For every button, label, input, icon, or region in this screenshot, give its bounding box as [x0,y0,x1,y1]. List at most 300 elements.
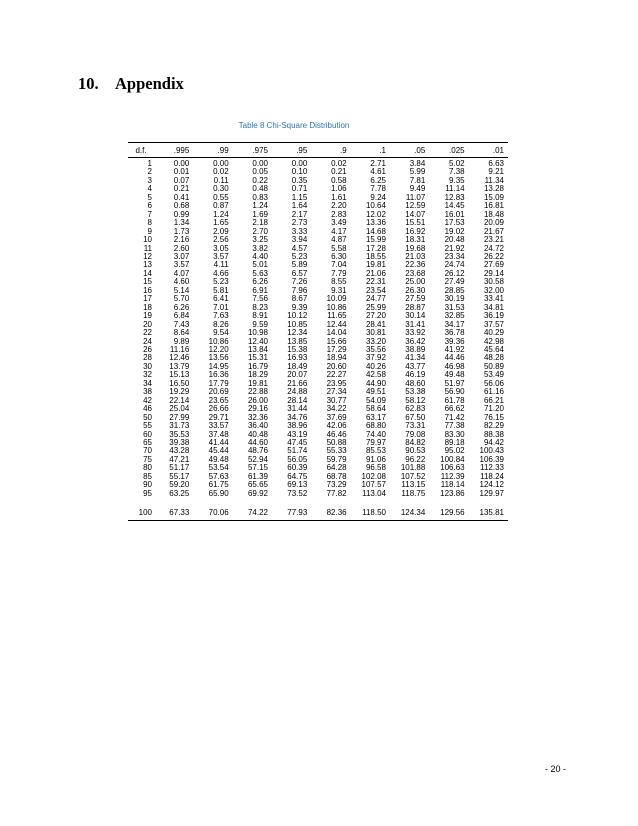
value-cell: 7.78 [370,184,386,194]
value-cell: 9.54 [213,328,229,338]
value-cell: 13.85 [287,336,308,346]
value-cell: 100.84 [440,454,465,464]
value-cell: 18.29 [247,370,268,380]
value-cell: 0.68 [173,201,190,211]
df-cell: 7 [147,209,152,219]
table-spacer-row [128,498,508,506]
value-cell: 77.38 [444,421,465,431]
value-cell: 34.81 [483,302,504,312]
value-cell: 18.94 [326,353,347,363]
value-cell: 13.36 [365,218,386,228]
df-cell: 18 [143,302,152,312]
value-cell: 3.33 [291,226,308,236]
value-cell: 5.58 [331,243,347,253]
value-cell: 21.67 [483,226,504,236]
value-cell: 57.15 [247,463,268,473]
value-cell: 21.66 [287,378,308,388]
value-cell: 36.42 [405,336,426,346]
value-cell: 19.81 [365,260,386,270]
df-cell: 22 [143,328,152,338]
value-cell: 18.55 [365,251,386,261]
value-cell: 46.46 [326,429,347,439]
value-cell: 123.86 [440,488,465,498]
df-cell: 16 [143,285,152,295]
value-cell: 3.57 [173,260,190,270]
value-cell: 0.07 [173,175,190,185]
value-cell: 0.01 [173,167,190,177]
value-cell: 60.39 [287,463,308,473]
value-cell: 90.53 [405,446,426,456]
df-cell: 9 [147,226,152,236]
value-cell: 37.69 [326,412,347,422]
value-cell: 44.46 [444,353,465,363]
value-cell: 17.53 [444,218,465,228]
value-cell: 2.56 [213,235,229,245]
value-cell: 15.99 [365,235,386,245]
value-cell: 7.81 [409,175,426,185]
value-cell: 0.55 [213,192,229,202]
value-cell: 48.28 [483,353,504,363]
value-cell: 16.50 [169,378,190,388]
value-cell: 7.26 [291,277,308,287]
value-cell: 66.21 [483,395,504,405]
value-cell: 22.27 [326,370,347,380]
column-header: .95 [272,143,311,158]
df-cell: 60 [143,429,152,439]
value-cell: 20.48 [444,235,465,245]
value-cell: 4.60 [173,277,190,287]
value-cell: 61.75 [208,480,229,490]
value-cell: 107.52 [400,471,426,481]
value-cell: 19.02 [444,226,465,236]
value-cell: 0.00 [173,159,190,168]
df-cell: 14 [143,268,152,278]
value-cell: 18.48 [483,209,504,219]
value-cell: 40.29 [483,328,504,338]
value-cell: 100.43 [479,446,504,456]
df-cell: 26 [143,344,152,354]
value-cell: 45.64 [483,344,504,354]
value-cell: 42.98 [483,336,504,346]
value-cell: 8.55 [331,277,347,287]
value-cell: 1.65 [213,218,229,228]
value-cell: 15.66 [326,336,347,346]
value-cell: 112.39 [440,471,465,481]
value-cell: 26.12 [444,268,465,278]
column-header: .995 [154,143,193,158]
value-cell: 91.06 [365,454,386,464]
value-cell: 35.56 [365,344,386,354]
value-cell: 33.41 [483,294,504,304]
value-cell: 22.31 [365,277,386,287]
value-cell: 5.70 [173,294,190,304]
spacer-cell [128,498,508,506]
column-header: .9 [311,143,350,158]
value-cell: 4.57 [291,243,308,253]
value-cell: 10.98 [247,328,268,338]
value-cell: 79.08 [405,429,426,439]
value-cell: 16.01 [444,209,465,219]
value-cell: 14.95 [208,361,229,371]
value-cell: 25.00 [405,277,426,287]
value-cell: 49.48 [208,454,229,464]
value-cell: 10.64 [365,201,386,211]
value-cell: 9.39 [291,302,308,312]
value-cell: 42.06 [326,421,347,431]
value-cell: 7.38 [449,167,465,177]
df-cell: 13 [143,260,152,270]
value-cell: 63.25 [169,488,190,498]
value-cell: 12.20 [208,344,229,354]
value-cell: 4.07 [173,268,190,278]
value-cell: 14.07 [405,209,426,219]
value-cell: 21.03 [405,251,426,261]
value-cell: 0.48 [252,184,268,194]
df-cell: 6 [147,201,152,211]
df-cell: 32 [143,370,152,380]
df-cell: 4 [147,184,152,194]
df-cell: 28 [143,353,152,363]
value-cell: 5.14 [173,285,190,295]
value-cell: 13.56 [208,353,229,363]
value-cell: 41.34 [405,353,426,363]
value-cell: 7.43 [173,319,190,329]
value-cell: 24.74 [444,260,465,270]
value-cell: 27.59 [405,294,426,304]
value-cell: 13.28 [483,184,504,194]
value-cell: 5.02 [449,159,465,168]
value-cell: 71.20 [483,404,504,414]
value-cell: 96.58 [365,463,386,473]
value-cell: 20.09 [483,218,504,228]
page-number: - 20 - [544,764,566,774]
value-cell: 11.07 [405,192,426,202]
column-header: .025 [429,143,468,158]
value-cell: 12.34 [287,328,308,338]
value-cell: 23.54 [365,285,386,295]
value-cell: 7.96 [291,285,308,295]
value-cell: 2.73 [291,218,308,228]
column-header: .975 [233,143,272,158]
value-cell: 31.44 [287,404,308,414]
value-cell: 0.00 [291,159,308,168]
value-cell: 28.87 [405,302,426,312]
value-cell: 6.26 [252,277,268,287]
value-cell: 9.31 [331,285,347,295]
value-cell: 62.83 [405,404,426,414]
value-cell: 5.01 [252,260,268,270]
value-cell: 57.63 [208,471,229,481]
value-cell: 5.89 [291,260,308,270]
value-cell: 37.92 [365,353,386,363]
value-cell: 37.48 [208,429,229,439]
value-cell: 73.29 [326,480,347,490]
table-row [128,506,508,521]
value-cell: 6.91 [252,285,268,295]
value-cell: 8.91 [252,311,268,321]
value-cell: 16.93 [287,353,308,363]
value-cell: 45.44 [208,446,229,456]
value-cell: 1.69 [252,209,268,219]
df-cell: 70 [143,446,152,456]
value-cell: 64.28 [326,463,347,473]
value-cell: 61.78 [444,395,465,405]
value-cell: 4.11 [213,260,229,270]
value-cell: 61.16 [483,387,504,397]
value-cell: 5.81 [213,285,229,295]
value-cell: 85.53 [365,446,386,456]
value-cell: 5.23 [291,251,308,261]
df-cell: 50 [143,412,152,422]
column-header: .05 [390,143,429,158]
df-cell: 12 [143,251,152,261]
value-cell: 53.38 [405,387,426,397]
value-cell: 31.53 [444,302,465,312]
value-cell: 21.92 [444,243,465,253]
value-cell: 76.15 [483,412,504,422]
df-cell: 17 [143,294,152,304]
value-cell: 6.41 [213,294,229,304]
value-cell: 50.89 [483,361,504,371]
value-cell: 44.60 [247,437,268,447]
value-cell: 28.85 [444,285,465,295]
value-cell: 124.12 [479,480,504,490]
value-cell: 9.35 [449,175,465,185]
value-cell: 15.31 [247,353,268,363]
value-cell: 23.95 [326,378,347,388]
value-cell: 77.82 [326,488,347,498]
df-cell: 30 [143,361,152,371]
value-cell: 11.65 [327,311,347,321]
value-cell: 13.84 [247,344,268,354]
value-cell: 10.86 [326,302,347,312]
value-cell: 1.24 [252,201,268,211]
value-cell: 31.41 [405,319,426,329]
value-cell: 26.66 [208,404,229,414]
value-cell: 4.17 [331,226,347,236]
value-cell: 2.83 [331,209,347,219]
df-cell: 20 [143,319,152,329]
value-cell: 12.44 [326,319,347,329]
value-cell: 0.02 [331,159,347,168]
value-cell: 10.12 [287,311,308,321]
df-cell: 55 [143,421,152,431]
value-cell: 55.17 [169,471,190,481]
value-cell: 38.89 [405,344,426,354]
value-cell: 32.36 [247,412,268,422]
df-cell: 2 [147,167,152,177]
value-cell: 107.57 [361,480,386,490]
value-cell: 56.90 [444,387,465,397]
value-cell: 0.83 [252,192,268,202]
table-row [128,490,508,498]
value-cell: 53.49 [483,370,504,380]
value-cell: 13.79 [169,361,190,371]
value-cell: 32.85 [444,311,465,321]
value-cell: 29.14 [483,268,504,278]
value-cell: 36.78 [444,328,465,338]
value-cell: 1.15 [291,192,308,202]
df-cell: 90 [143,480,152,490]
value-cell: 2.70 [252,226,268,236]
value-cell: 0.00 [213,159,229,168]
value-cell: 113.15 [401,480,426,490]
value-cell: 7.79 [331,268,347,278]
value-cell: 4.40 [252,251,268,261]
value-cell: 68.80 [365,421,386,431]
value-cell: 0.30 [213,184,229,194]
value-cell: 12.02 [365,209,386,219]
value-cell: 3.94 [291,235,308,245]
value-cell: 5.63 [252,268,268,278]
value-cell: 2.60 [173,243,190,253]
value-cell: 73.31 [405,421,426,431]
value-cell: 17.79 [208,378,229,388]
value-cell: 49.51 [365,387,386,397]
value-cell: 15.13 [169,370,190,380]
value-cell: 34.17 [444,319,465,329]
value-cell: 17.29 [326,344,347,354]
value-cell: 61.39 [247,471,268,481]
value-cell: 74.22 [233,506,272,521]
value-cell: 30.58 [483,277,504,287]
value-cell: 7.01 [213,302,229,312]
value-cell: 51.97 [444,378,465,388]
value-cell: 30.81 [365,328,386,338]
value-cell: 77.93 [272,506,311,521]
value-cell: 20.60 [326,361,347,371]
value-cell: 10.86 [208,336,229,346]
value-cell: 30.77 [326,395,347,405]
value-cell: 12.59 [405,201,426,211]
value-cell: 26.00 [247,395,268,405]
value-cell: 11.14 [445,184,465,194]
value-cell: 5.23 [213,277,229,287]
value-cell: 27.34 [326,387,347,397]
value-cell: 30.14 [405,311,426,321]
value-cell: 16.81 [483,201,504,211]
value-cell: 55.33 [326,446,347,456]
value-cell: 42.58 [365,370,386,380]
df-cell: 8 [147,218,152,228]
value-cell: 23.65 [208,395,229,405]
value-cell: 43.28 [169,446,190,456]
value-cell: 22.88 [247,387,268,397]
value-cell: 58.12 [405,395,426,405]
value-cell: 19.81 [247,378,268,388]
value-cell: 6.26 [173,302,190,312]
value-cell: 33.57 [208,421,229,431]
value-cell: 17.28 [365,243,386,253]
value-cell: 56.06 [483,378,504,388]
value-cell: 1.73 [173,226,190,236]
value-cell: 0.58 [331,175,347,185]
value-cell: 9.89 [173,336,190,346]
value-cell: 48.76 [247,446,268,456]
value-cell: 47.21 [169,454,190,464]
value-cell: 14.04 [326,328,347,338]
column-header: .99 [193,143,232,158]
value-cell: 79.97 [365,437,386,447]
value-cell: 113.04 [362,488,386,498]
value-cell: 3.07 [173,251,190,261]
value-cell: 3.49 [331,218,347,228]
df-cell: 24 [143,336,152,346]
value-cell: 118.50 [351,506,390,521]
section-heading [78,74,184,94]
value-cell: 89.18 [444,437,465,447]
value-cell: 6.63 [488,159,504,168]
value-cell: 2.16 [173,235,190,245]
value-cell: 112.33 [480,463,504,473]
value-cell: 96.22 [405,454,426,464]
value-cell: 67.50 [405,412,426,422]
value-cell: 9.49 [409,184,426,194]
value-cell: 1.06 [331,184,347,194]
value-cell: 31.73 [169,421,190,431]
column-header: .1 [351,143,390,158]
value-cell: 53.54 [208,463,229,473]
value-cell: 7.04 [331,260,347,270]
value-cell: 6.30 [331,251,347,261]
section-number: 10. [78,74,99,93]
value-cell: 118.75 [401,488,426,498]
value-cell: 0.21 [173,184,190,194]
value-cell: 0.02 [213,167,229,177]
column-header-df: d.f. [128,143,154,158]
value-cell: 0.71 [291,184,308,194]
value-cell: 6.25 [370,175,386,185]
value-cell: 101.88 [400,463,426,473]
value-cell: 0.87 [213,201,229,211]
value-cell: 2.17 [291,209,308,219]
value-cell: 4.87 [331,235,347,245]
value-cell: 58.64 [365,404,386,414]
df-cell: 85 [143,471,152,481]
value-cell: 15.51 [405,218,426,228]
df-cell: 80 [143,463,152,473]
value-cell: 0.10 [291,167,308,177]
value-cell: 29.16 [247,404,268,414]
value-cell: 70.06 [193,506,232,521]
value-cell: 0.21 [331,167,347,177]
value-cell: 67.33 [154,506,193,521]
value-cell: 34.22 [326,404,347,414]
value-cell: 44.90 [365,378,386,388]
df-cell: 100 [128,506,154,521]
value-cell: 30.19 [444,294,465,304]
value-cell: 94.42 [483,437,504,447]
value-cell: 9.21 [488,167,504,177]
value-cell: 15.38 [287,344,308,354]
value-cell: 82.29 [483,421,504,431]
df-cell: 19 [143,311,152,321]
value-cell: 56.05 [287,454,308,464]
value-cell: 82.36 [311,506,350,521]
value-cell: 7.63 [213,311,229,321]
value-cell: 54.09 [365,395,386,405]
value-cell: 47.45 [287,437,308,447]
value-cell: 33.92 [405,328,426,338]
value-cell: 38.96 [287,421,308,431]
value-cell: 40.26 [365,361,386,371]
value-cell: 35.53 [169,429,190,439]
value-cell: 118.24 [480,471,504,481]
value-cell: 21.06 [365,268,386,278]
value-cell: 74.40 [365,429,386,439]
value-cell: 27.99 [169,412,190,422]
value-cell: 24.88 [287,387,308,397]
